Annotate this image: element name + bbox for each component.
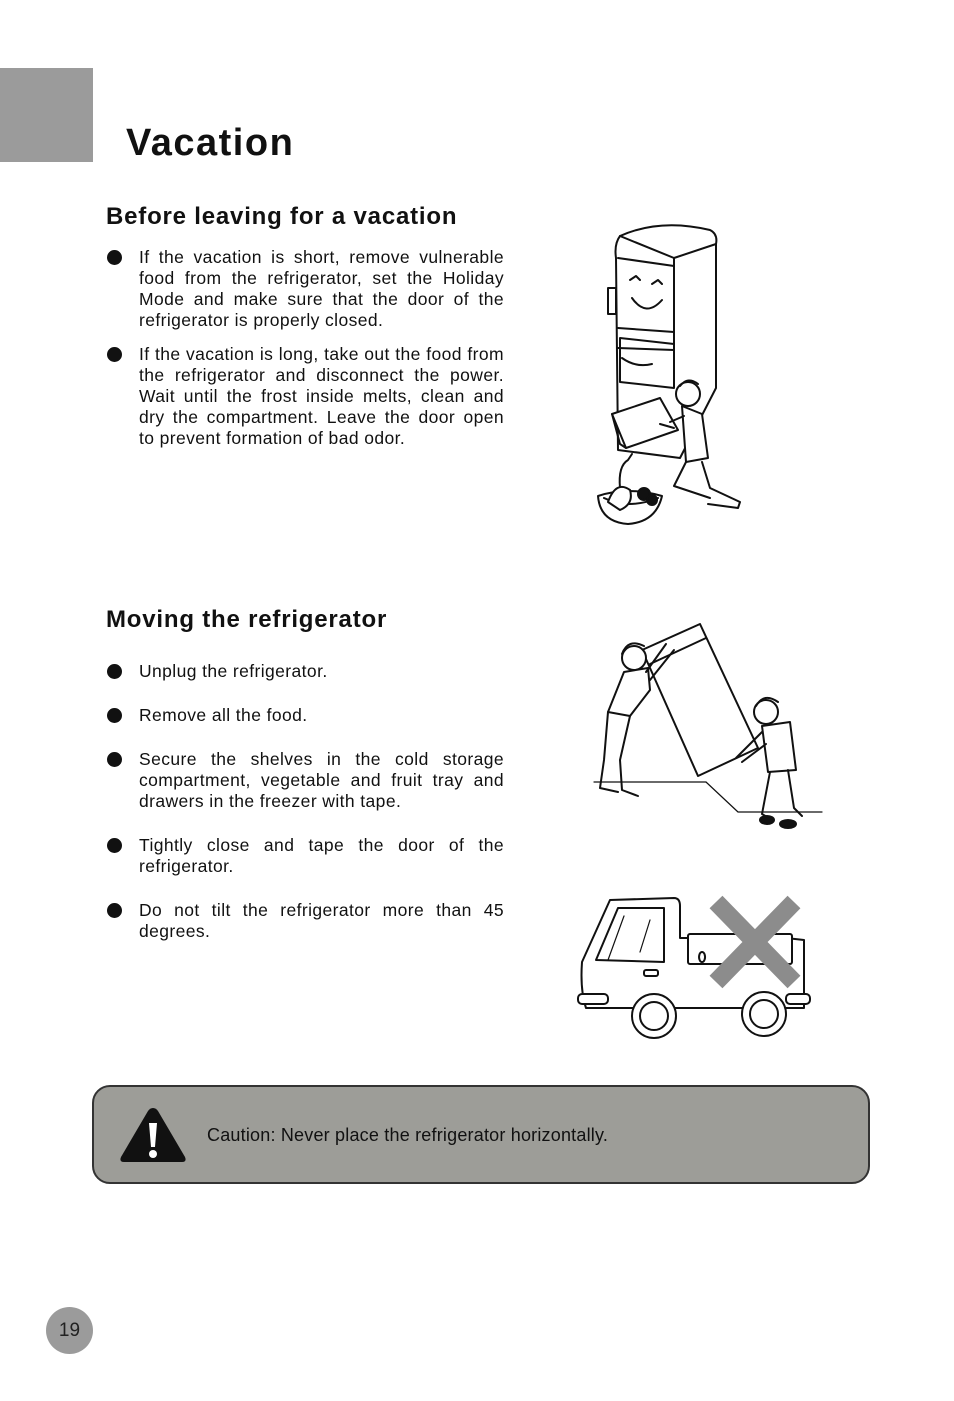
list-item xyxy=(106,344,504,449)
bullet-dot-icon xyxy=(107,838,122,853)
truck-horizontal-prohibited-illustration xyxy=(576,890,814,1042)
list-item xyxy=(106,835,504,877)
carrying-fridge-illustration xyxy=(590,620,826,830)
bullet-dot-icon xyxy=(107,903,122,918)
bullet-dot-icon xyxy=(107,708,122,723)
list-item-text: Tightly close and tape the door of the refrigerator. xyxy=(139,835,504,876)
list-item-text: Remove all the food. xyxy=(139,705,308,725)
caution-text: Caution: Never place the refrigerator horizontally. xyxy=(207,1125,609,1145)
list-item xyxy=(106,900,504,942)
corner-tab xyxy=(0,68,93,162)
list-item-text: Unplug the refrigerator. xyxy=(139,661,328,681)
bullet-dot-icon xyxy=(107,347,122,362)
section-heading-moving: Moving the refrigerator xyxy=(106,606,388,633)
bullet-dot-icon xyxy=(107,752,122,767)
page-title: Vacation xyxy=(126,122,295,164)
page-number: 19 xyxy=(46,1307,93,1354)
list-item-text: If the vacation is long, take out the food from the refrigerator and disconnect the power. Wait until the frost inside melts, clean and dry the compartment. Leave the door open to prevent formation of bad odor. xyxy=(139,344,504,448)
list-item xyxy=(106,749,504,812)
bullet-dot-icon xyxy=(107,664,122,679)
list-item xyxy=(106,247,504,331)
section-heading-before-vacation: Before leaving for a vacation xyxy=(106,203,458,230)
list-item-text: Secure the shelves in the cold storage compartment, vegetable and fruit tray and drawers in the freezer with tape. xyxy=(139,749,504,811)
list-item-text: If the vacation is short, remove vulnerable food from the refrigerator, set the Holiday Mode and make sure that the door of the refrigerator is properly closed. xyxy=(139,247,504,330)
bullet-dot-icon xyxy=(107,250,122,265)
list-item-text: Do not tilt the refrigerator more than 45 degrees. xyxy=(139,900,504,941)
caution-box xyxy=(92,1085,870,1184)
moving-list xyxy=(106,661,504,965)
list-item xyxy=(106,705,504,726)
before-vacation-list xyxy=(106,247,504,462)
warning-triangle-icon xyxy=(118,1105,188,1165)
fridge-emptying-illustration xyxy=(590,218,750,530)
list-item xyxy=(106,661,504,682)
